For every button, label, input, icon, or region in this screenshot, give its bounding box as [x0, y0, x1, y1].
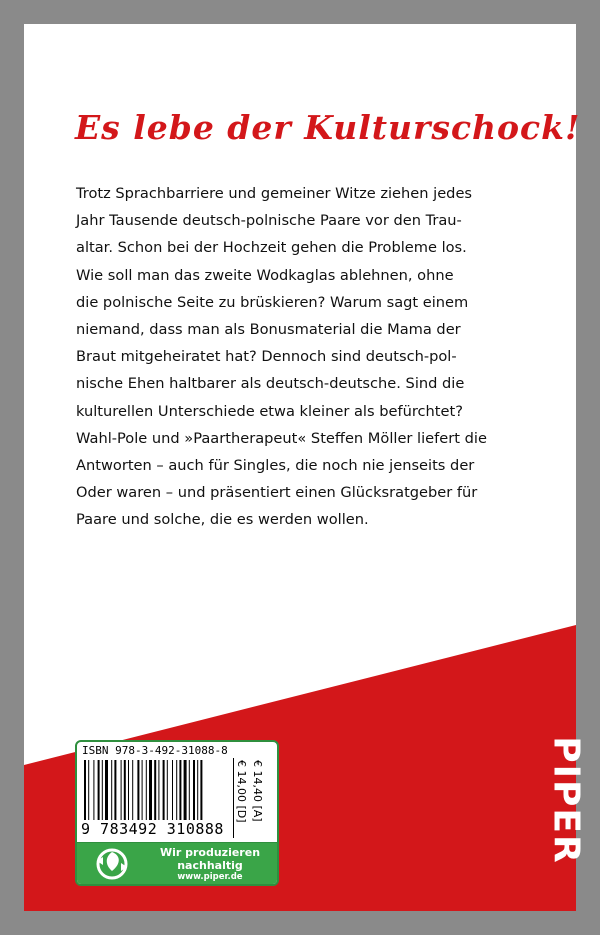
- barcode-bar: [137, 760, 139, 820]
- publisher-logo: [536, 700, 596, 900]
- eco-line2: nachhaltig: [177, 859, 243, 872]
- barcode-bar: [111, 760, 112, 820]
- eco-text: [155, 846, 265, 872]
- blurb-line: Wahl-Pole und »Paartherapeut« Steffen Möller liefert die: [76, 429, 487, 447]
- barcode-bar: [121, 760, 122, 820]
- blurb-line: Jahr Tausende deutsch-polnische Paare vor den Trau-: [76, 212, 462, 230]
- blurb-line: Trotz Sprachbarriere und gemeiner Witze ziehen jedes: [76, 185, 473, 202]
- blurb-line: kulturellen Unterschiede etwa kleiner als befürchtet?: [76, 402, 463, 420]
- barcode-bar: [124, 760, 126, 820]
- publisher-name: PIPER: [545, 736, 587, 865]
- barcode-bar: [128, 760, 129, 820]
- blurb-line: Paare und solche, die es werden wollen.: [76, 511, 369, 529]
- barcode-bar: [193, 760, 195, 820]
- barcode-bar: [146, 760, 147, 820]
- barcode-bar: [98, 760, 100, 820]
- blurb-line: altar. Schon bei der Hochzeit gehen die Probleme los.: [76, 239, 467, 257]
- blurb-line: Antworten – auch für Singles, die noch nie jenseits der: [76, 457, 475, 475]
- barcode-panel: [75, 740, 279, 886]
- barcode-bar: [176, 760, 177, 820]
- blurb-text: [76, 180, 538, 534]
- headline: Es lebe der Kulturschock!: [75, 108, 581, 147]
- barcode-bar: [84, 760, 86, 820]
- blurb-line: nische Ehen haltbarer als deutsch-deutsche. Sind die: [76, 375, 465, 393]
- barcode-bar: [197, 760, 198, 820]
- blurb-line: Wie soll man das zweite Wodkaglas ablehnen, ohne: [76, 266, 454, 284]
- barcode-bar: [149, 760, 152, 820]
- barcode-bar: [102, 760, 103, 820]
- barcode-bars: [82, 760, 230, 822]
- price-de: € 14,00 [D]: [235, 760, 248, 823]
- barcode-number: 9 783492 310888: [81, 820, 224, 838]
- blurb-line: niemand, dass man als Bonusmaterial die Mama der: [76, 321, 461, 339]
- eco-line1: Wir produzieren: [159, 846, 261, 859]
- barcode-bar: [184, 760, 187, 820]
- barcode-bar: [93, 760, 94, 820]
- price-column: [233, 758, 274, 838]
- recycle-leaf-icon: [87, 847, 137, 881]
- barcode-bar: [142, 760, 143, 820]
- barcode-bar: [88, 760, 89, 820]
- barcode-bar: [200, 760, 202, 820]
- price-at: € 14,40 [A]: [251, 760, 264, 822]
- blurb-line: die polnische Seite zu brüskieren? Warum sagt einem: [76, 293, 469, 311]
- barcode-bar: [114, 760, 116, 820]
- barcode-bar: [154, 760, 156, 820]
- barcode-bar: [105, 760, 108, 820]
- barcode-bar: [132, 760, 133, 820]
- barcode-bar: [179, 760, 181, 820]
- eco-badge: [77, 842, 277, 885]
- eco-url: www.piper.de: [177, 872, 243, 882]
- barcode-bar: [158, 760, 159, 820]
- barcode-bar: [189, 760, 190, 820]
- barcode-bar: [167, 760, 168, 820]
- barcode-bar: [163, 760, 165, 820]
- isbn-label: ISBN 978-3-492-31088-8: [82, 744, 228, 757]
- blurb-line: Braut mitgeheiratet hat? Dennoch sind deutsch-pol-: [76, 348, 457, 366]
- blurb-line: Oder waren – und präsentiert einen Glücksratgeber für: [76, 484, 478, 502]
- barcode-bar: [172, 760, 173, 820]
